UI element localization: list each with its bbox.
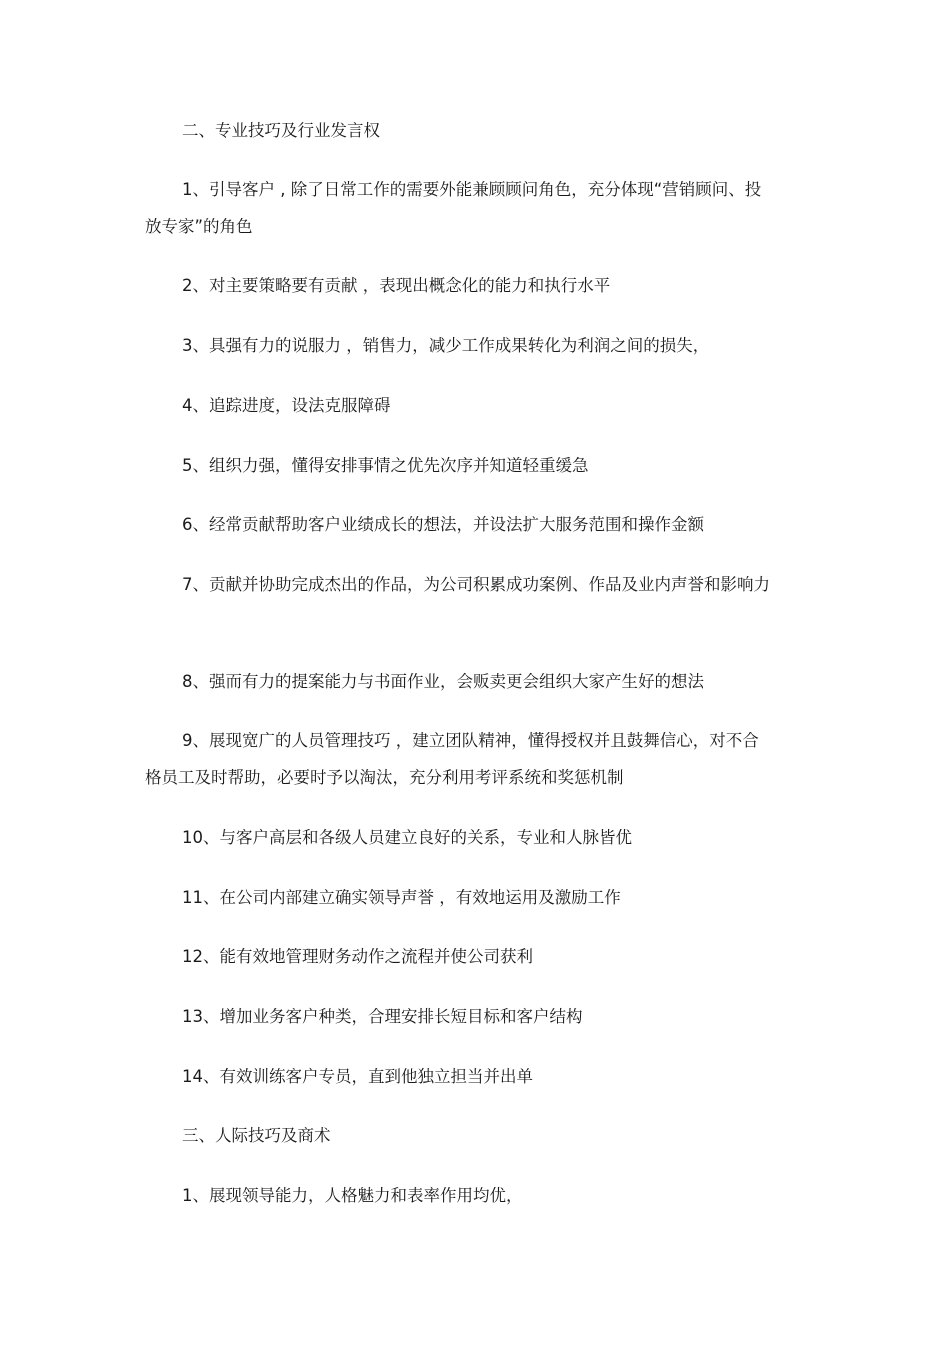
list-item: 8、强而有力的提案能力与书面作业，会贩卖更会组织大家产生好的想法 xyxy=(182,672,704,691)
section-heading-2: 二、专业技巧及行业发言权 xyxy=(182,121,380,140)
list-item: 1、展现领导能力，人格魅力和表率作用均优， xyxy=(182,1186,523,1205)
list-item: 2、对主要策略要有贡献 ，表现出概念化的能力和执行水平 xyxy=(182,276,611,295)
section-heading-3: 三、人际技巧及商术 xyxy=(182,1126,331,1145)
list-item: 14、有效训练客户专员，直到他独立担当并出单 xyxy=(182,1067,533,1086)
list-item: 5、组织力强，懂得安排事情之优先次序并知道轻重缓急 xyxy=(182,456,589,475)
list-item: 7、贡献并协助完成杰出的作品，为公司积累成功案例、作品及业内声誉和影响力 xyxy=(182,575,770,594)
list-item: 10、与客户高层和各级人员建立良好的关系，专业和人脉皆优 xyxy=(182,828,632,847)
list-item: 1、引导客户 , 除了日常工作的需要外能兼顾顾问角色，充分体现“营销顾问、投放专家”的角色 xyxy=(145,180,762,236)
list-item: 13、增加业务客户种类，合理安排长短目标和客户结构 xyxy=(182,1007,583,1026)
list-item: 3、具强有力的说服力 ，销售力，减少工作成果转化为利润之间的损失， xyxy=(182,336,710,355)
list-item: 11、在公司内部建立确实领导声誉 ，有效地运用及激励工作 xyxy=(182,888,621,907)
list-item: 12、能有效地管理财务动作之流程并使公司获利 xyxy=(182,947,533,966)
list-item: 4、追踪进度，设法克服障碍 xyxy=(182,396,391,415)
list-item: 9、展现宽广的人员管理技巧 ，建立团队精神，懂得授权并且鼓舞信心，对不合格员工及时帮助，必要时予以淘汰，充分利用考评系统和奖惩机制 xyxy=(145,731,759,787)
list-item: 6、经常贡献帮助客户业绩成长的想法，并设法扩大服务范围和操作金额 xyxy=(182,515,704,534)
